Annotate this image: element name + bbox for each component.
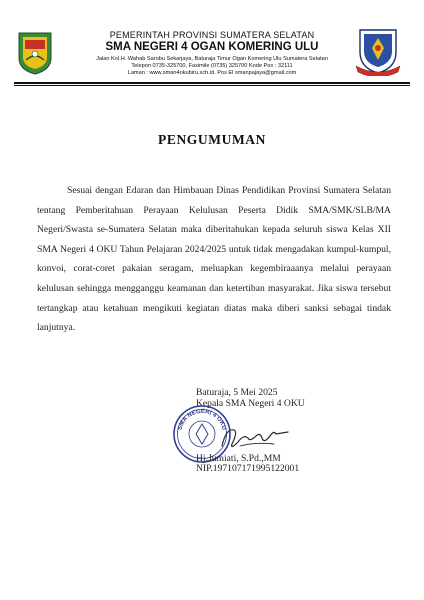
government-name: PEMERINTAH PROVINSI SUMATERA SELATAN — [109, 30, 315, 40]
letterhead — [0, 0, 424, 98]
school-name: SMA NEGERI 4 OGAN KOMERING ULU — [105, 41, 319, 53]
signatory-nip: NIP.197107171995122001 — [196, 463, 300, 474]
signature-position: Kepala SMA Negeri 4 OKU — [196, 398, 305, 409]
letterhead-divider-thin — [14, 85, 410, 86]
school-emblem-logo — [354, 26, 402, 76]
announcement-title: PENGUMUMAN — [158, 132, 266, 147]
letterhead-divider-thick — [14, 82, 410, 84]
school-website: Laman : www.sman4okubiru.sch.id. Pos El smanpajaya@gmail.com — [127, 70, 297, 76]
school-address: Jalan Kol.H. Wahab Sarobu Sekarjaya, Baturaja Timur Ogan Komering Ulu Sumatera Selatan — [96, 56, 328, 62]
province-emblem-logo — [16, 30, 54, 76]
announcement-body: Sesuai dengan Edaran dan Himbauan Dinas Pendidikan Provinsi Sumatera Selatan tentang Pemberitahuan Perayaan Kelulusan Peserta Didik SMA/SMK/SLB/MA Negeri/Swasta se-Sumatera Selatan maka diberitahukan kepada seluruh siswa Kelas XII SMA Negeri 4 OKU Tahun Pelajaran 2024/2025 untuk tidak mengadakan kumpul-kumpul, konvoi, corat-coret pakaian seragam, meluapkan kegembiraaanya melalui perayaan kelulusan sehingga mengganggu keamanan dan ketertiban masyarakat. Jika siswa tersebut tertangkap atau ketahuan mengikuti kegiatan diatas maka diberi sanksi sebagai tindak lanjutnya. — [37, 185, 391, 334]
handwritten-signature — [214, 416, 292, 456]
svg-text:SMA NEGERI 4 OKU: SMA NEGERI 4 OKU — [177, 408, 227, 431]
signature-place-date: Baturaja, 5 Mei 2025 — [196, 387, 278, 398]
signatory-name: Hj.Jumiati, S.Pd.,MM — [196, 453, 281, 464]
school-phone: Telepon 0735-325700, Faximile (0735) 325700 Kode Pos : 32111 — [131, 63, 293, 69]
